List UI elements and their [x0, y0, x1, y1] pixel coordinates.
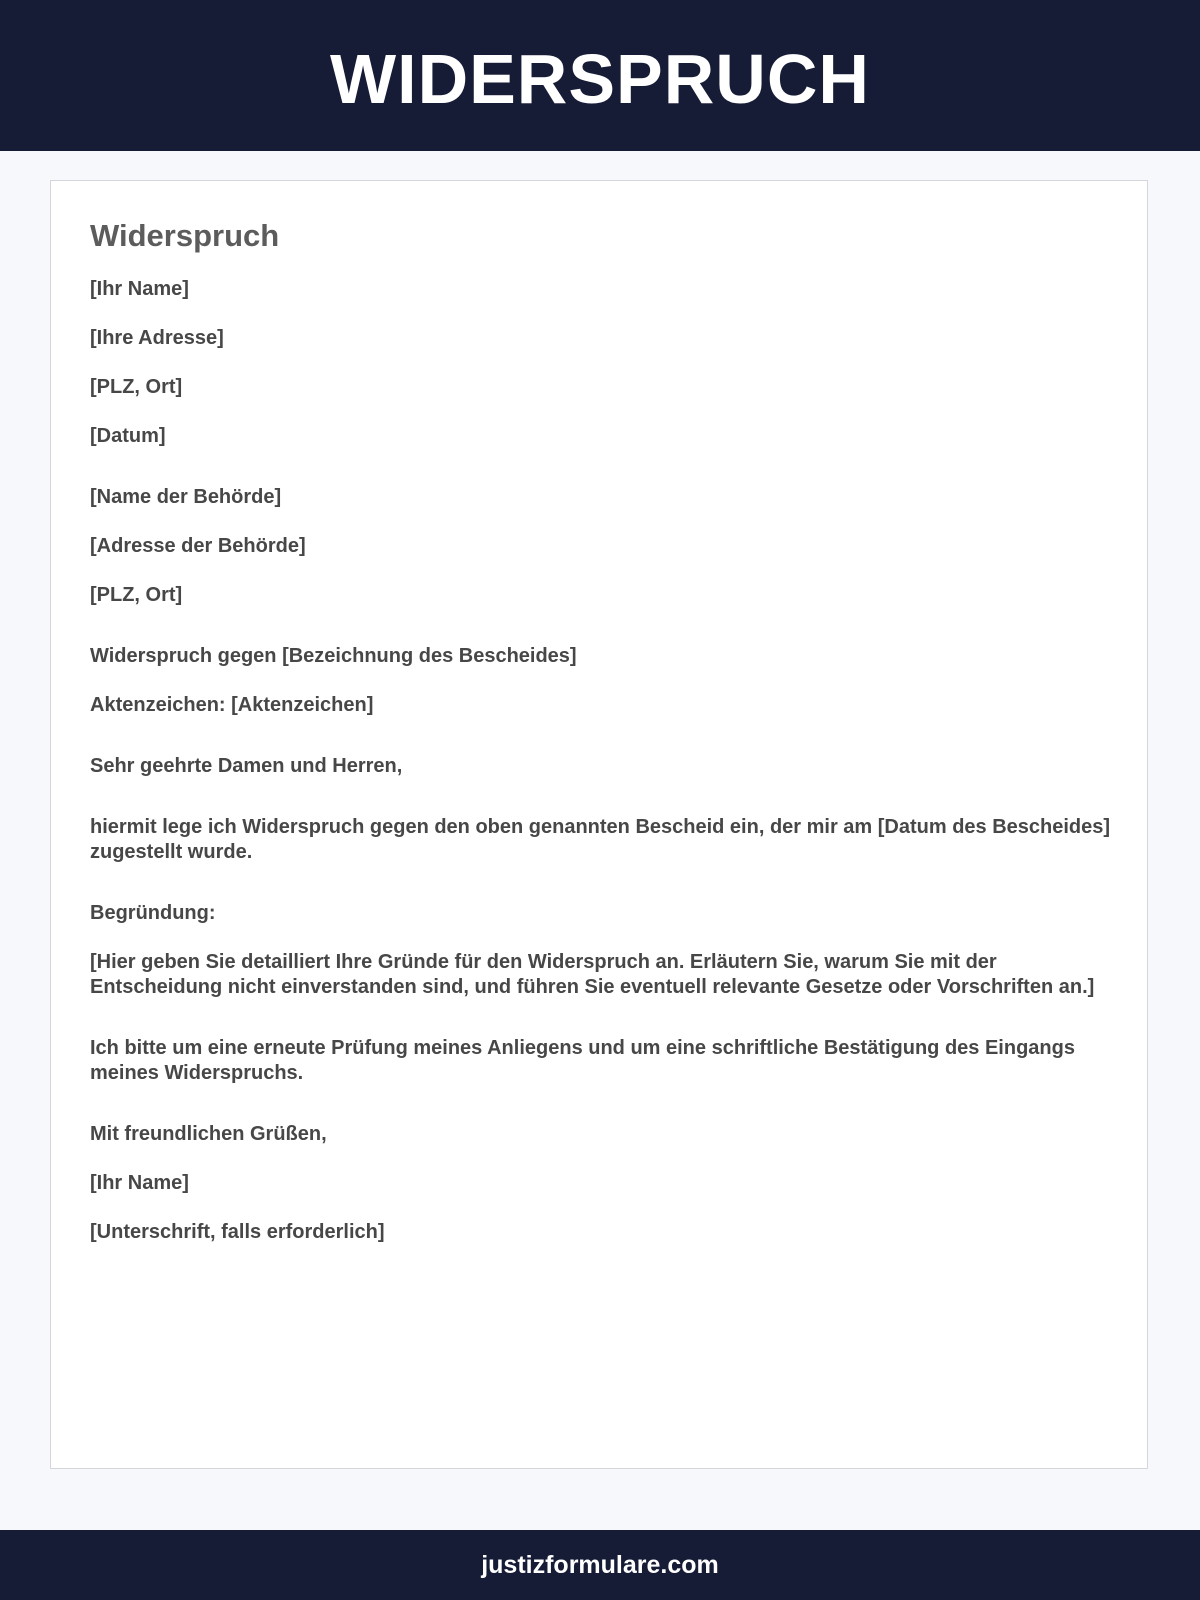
footer-site-link[interactable]: justizformulare.com: [481, 1550, 719, 1579]
recipient-city: [PLZ, Ort]: [90, 584, 183, 606]
reason-label: Begründung:: [90, 902, 216, 924]
page-header: [0, 0, 1200, 151]
signature-name: [Ihr Name]: [90, 1172, 189, 1194]
intro-paragraph: hiermit lege ich Widerspruch gegen den oben genannten Bescheid ein, der mir am [Datum des Bescheides] zugestellt wurde.: [90, 816, 1111, 863]
subject-line: Widerspruch gegen [Bezeichnung des Bescheides]: [90, 645, 577, 667]
reason-paragraph: [Hier geben Sie detailliert Ihre Gründe für den Widerspruch an. Erläutern Sie, warum Sie mit der Entscheidung nicht einverstanden sind, und führen Sie eventuell relevante Gesetze oder Vorschriften an.]: [90, 951, 1095, 998]
salutation: Sehr geehrte Damen und Herren,: [90, 755, 403, 777]
recipient-name: [Name der Behörde]: [90, 486, 282, 508]
request-paragraph: Ich bitte um eine erneute Prüfung meines Anliegens und um eine schriftliche Bestätigung des Eingangs meines Widerspruchs.: [90, 1037, 1075, 1084]
letter-date: [Datum]: [90, 425, 166, 447]
closing-line: Mit freundlichen Grüßen,: [90, 1123, 327, 1145]
recipient-address: [Adresse der Behörde]: [90, 535, 306, 557]
page-footer: [0, 1530, 1200, 1600]
sender-city: [PLZ, Ort]: [90, 376, 183, 398]
document-card: [50, 180, 1148, 1469]
sender-address: [Ihre Adresse]: [90, 327, 224, 349]
header-title: WIDERSPRUCH: [330, 39, 870, 118]
document-heading: Widerspruch: [90, 218, 280, 253]
sender-name: [Ihr Name]: [90, 278, 189, 300]
signature-placeholder: [Unterschrift, falls erforderlich]: [90, 1221, 385, 1243]
reference-line: Aktenzeichen: [Aktenzeichen]: [90, 694, 374, 716]
